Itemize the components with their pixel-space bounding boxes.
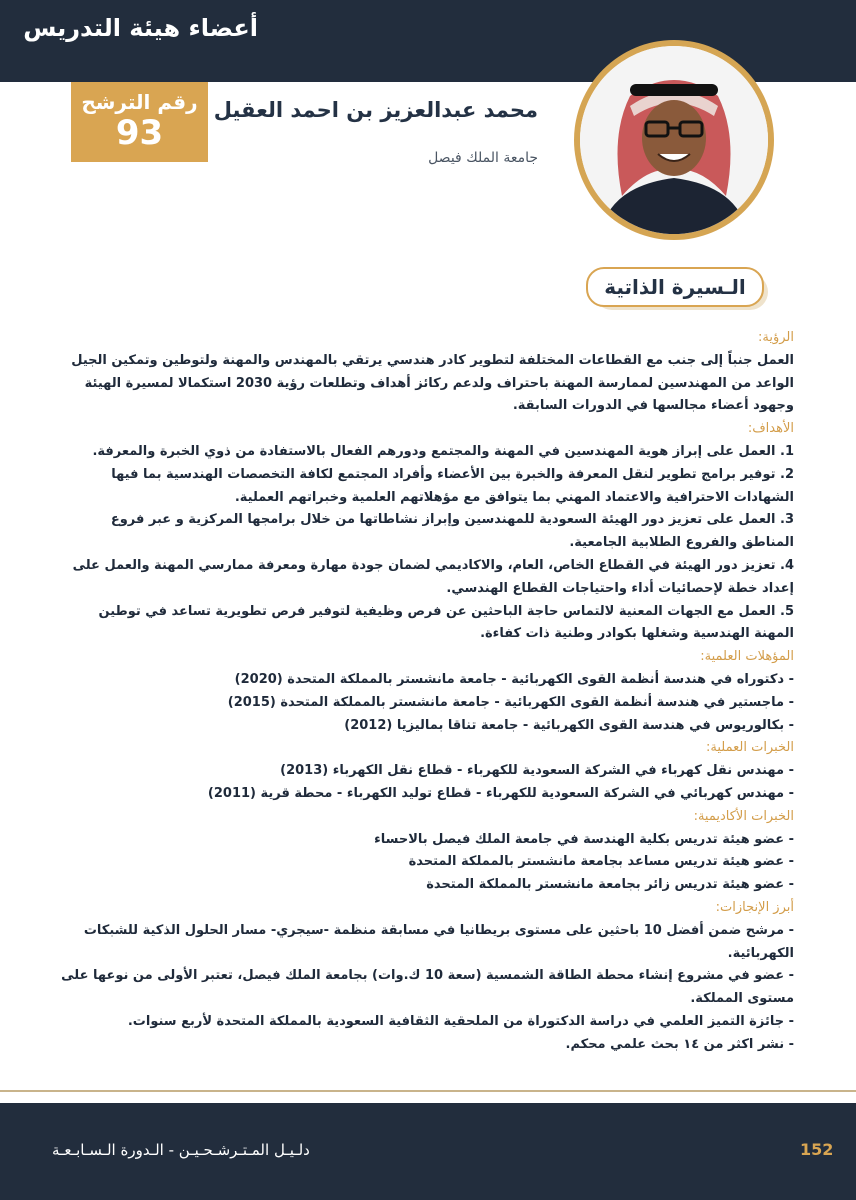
goals-label: الأهداف:	[747, 421, 794, 437]
practical-item: - مهندس نقل كهرباء في الشركة السعودية للكهرباء - قطاع نقل الكهرباء (2013)	[280, 763, 794, 779]
vision-label: الرؤية:	[758, 330, 794, 345]
academic-label: الخبرات الأكاديمية:	[693, 808, 794, 824]
candidate-photo	[580, 46, 768, 234]
goal-item: 3. العمل على تعزيز دور الهيئة السعودية للمهندسين وإبراز نشاطاتها من خلال برامجها المركزية و عبر فروع المناطق والفروع الطلابية الجامعية.	[110, 512, 794, 551]
vision-text: العمل جنباً إلى جنب مع القطاعات المختلفة لتطوير كادر هندسي يرتقي بالمهندس والمهنة ولتوطين وتمكين الجيل الواعد من المهندسين لممارسة المهنة باحتراف ولدعم ركائز أهداف وتطلعات رؤية 2030 استكمالا لمسيرة الهيئة وجهود أعضاء مجالسها في الدورات السابقة.	[71, 352, 794, 414]
page-number: 152	[800, 1140, 834, 1159]
achievement-item: - عضو في مشروع إنشاء محطة الطاقة الشمسية (سعة 10 ك.وات) بجامعة الملك فيصل، تعتبر الأولى من نوعها على مستوى المملكة.	[61, 968, 794, 1007]
candidate-number-box	[71, 82, 208, 162]
practical-label: الخبرات العملية:	[706, 740, 794, 756]
section-title: أعضاء هيئة التدريس	[23, 14, 258, 42]
qualifications-label: المؤهلات العلمية:	[700, 649, 794, 665]
academic-item: - عضو هيئة تدريس زائر بجامعة مانشستر بالمملكة المتحدة	[426, 877, 794, 893]
bio-content	[56, 327, 794, 1057]
achievement-item: - مرشح ضمن أفضل 10 باحثين على مستوى بريطانيا في مسابقة منظمة -سيجري- مسار الحلول الذكية للشبكات الكهربائية.	[83, 922, 794, 961]
footer-divider	[0, 1090, 856, 1092]
academic-item: - عضو هيئة تدريس مساعد بجامعة مانشستر بالمملكة المتحدة	[408, 854, 794, 870]
qualification-item: - دكتوراه في هندسة أنظمة القوى الكهربائية - جامعة مانشستر بالمملكة المتحدة (2020)	[234, 671, 794, 687]
candidate-university: جامعة الملك فيصل	[428, 150, 538, 166]
goal-item: 1. العمل على إبراز هوية المهندسين في المهنة والمجتمع ودورهم الفعال بالاستفادة من ذوي الخبرة والمعرفة.	[92, 443, 794, 459]
footer-title: دلـيـل المـتـرشـحـيـن - الـدورة الـسـابـعـة	[52, 1141, 310, 1159]
qualification-item: - بكالوريوس في هندسة القوى الكهربائية - جامعة تناقا بماليزيا (2012)	[344, 717, 794, 733]
goal-item: 2. توفير برامج تطوير لنقل المعرفة والخبرة بين الأعضاء وأفراد المجتمع لكافة التخصصات الهندسية بما فيها الشهادات الاحترافية والاعتماد المهني بما يتوافق مع مؤهلاتهم العلمية وخبراتهم العملية.	[111, 466, 794, 505]
candidate-number: 93	[115, 113, 164, 153]
achievements-label: أبرز الإنجازات:	[715, 899, 794, 915]
goal-item: 5. العمل مع الجهات المعنية لالتماس حاجة الباحثين عن فرص وظيفية لتوفير فرص تطويرية تساعد في توطين المهنة الهندسية وشغلها بكوادر وطنية ذات كفاءة.	[98, 603, 794, 642]
academic-item: - عضو هيئة تدريس بكلية الهندسة في جامعة الملك فيصل بالاحساء	[374, 831, 794, 847]
achievement-item: - جائزة التميز العلمي في دراسة الدكتوراة من الملحقية الثقافية السعودية بالمملكة المتحدة لأربع سنوات.	[127, 1013, 794, 1029]
qualification-item: - ماجستير في هندسة أنظمة القوى الكهربائية - جامعة مانشستر بالمملكة المتحدة (2015)	[227, 694, 794, 710]
achievement-item: - نشر اكثر من ١٤ بحث علمي محكم.	[565, 1036, 794, 1052]
bio-title: الـسيرة الذاتية	[586, 267, 764, 307]
candidate-number-label: رقم الترشح	[81, 90, 198, 114]
goal-item: 4. تعزيز دور الهيئة في القطاع الخاص، العام، والاكاديمي لضمان جودة مهارة ومعرفة ممارسي المهنة والعمل على إعداد خطة لإحصائيات أداء واحتياجات القطاع الهندسي.	[72, 557, 794, 596]
candidate-name: محمد عبدالعزيز بن احمد العقيل	[213, 98, 538, 122]
practical-item: - مهندس كهربائي في الشركة السعودية للكهرباء - قطاع توليد الكهرباء - محطة قرية (2011)	[207, 785, 794, 801]
